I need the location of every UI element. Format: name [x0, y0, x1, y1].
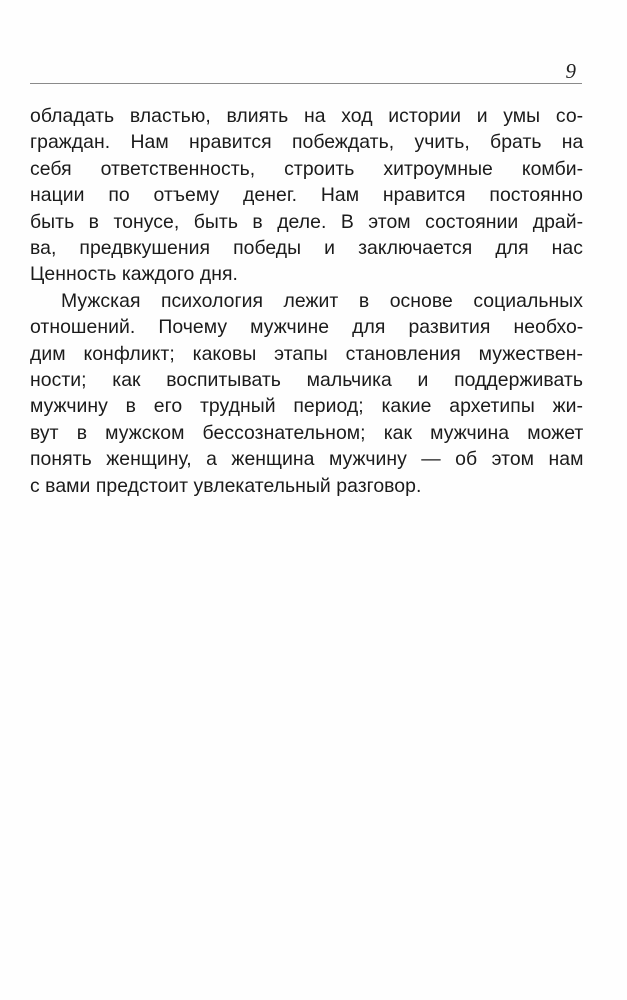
text-line: себя ответственность, строить хитроумные комби- [30, 157, 584, 180]
text-line: понять женщину, а женщина мужчину — об этом нам [30, 448, 584, 471]
text-line: с вами предстоит увлекательный разговор. [30, 474, 422, 497]
text-line: нации по отъему денег. Нам нравится постоянно [30, 184, 583, 207]
text-line: отношений. Почему мужчине для развития необхо- [30, 316, 584, 339]
text-line: ва, предвкушения победы и заключается для нас [30, 237, 583, 260]
text-line: вут в мужском бессознательном; как мужчина может [30, 421, 584, 444]
text-line: Мужская психология лежит в основе социальных [61, 289, 583, 312]
text-line: мужчину в его трудный период; какие архетипы жи- [30, 395, 583, 418]
page-body [30, 103, 583, 499]
text-line: быть в тонусе, быть в деле. В этом состоянии драй- [30, 210, 584, 233]
header-rule [30, 83, 582, 84]
text-line: обладать властью, влиять на ход истории и умы со- [30, 105, 584, 127]
page-header [30, 58, 582, 86]
text-line: граждан. Нам нравится побеждать, учить, брать на [30, 131, 584, 154]
paragraph-1 [30, 103, 583, 288]
text-line: Ценность каждого дня. [30, 263, 238, 286]
page-number: 9 [565, 59, 576, 83]
paragraph-2 [30, 288, 583, 499]
text-line: ности; как воспитывать мальчика и поддерживать [30, 369, 583, 392]
text-line: дим конфликт; каковы этапы становления мужествен- [30, 342, 583, 365]
